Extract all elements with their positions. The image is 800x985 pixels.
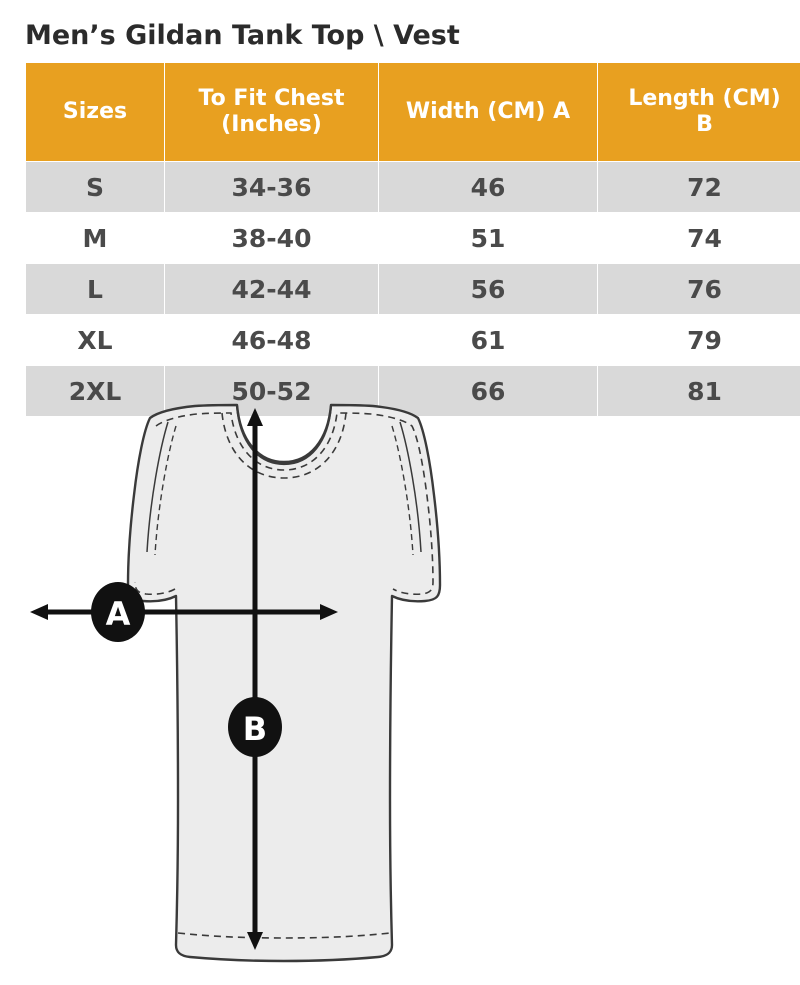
cell-length: 72 [598,162,800,213]
page-title: Men’s Gildan Tank Top \ Vest [25,20,460,51]
table-header [26,63,800,162]
cell-length: 79 [598,315,800,366]
column-header-length-line1: Length (CM) [628,86,781,112]
cell-length: 76 [598,264,800,315]
column-header-chest-line1: To Fit Chest [198,86,345,112]
size-table [25,62,800,417]
cell-size: M [26,213,165,264]
garment-diagram [0,400,800,985]
column-header-chest [165,63,379,162]
table-row [26,213,800,264]
table-row [26,264,800,315]
cell-size: XL [26,315,165,366]
cell-length: 81 [598,366,800,417]
table-header-row [26,63,800,162]
marker-a-badge [91,582,145,642]
table-row [26,315,800,366]
column-header-length-line2: B [696,112,713,137]
cell-size: S [26,162,165,213]
marker-b-badge [228,697,282,757]
cell-width: 61 [379,315,598,366]
cell-size: 2XL [26,366,165,417]
column-header-length [598,63,800,162]
cell-chest: 42-44 [165,264,379,315]
cell-chest: 46-48 [165,315,379,366]
cell-chest: 34-36 [165,162,379,213]
cell-width: 56 [379,264,598,315]
cell-width: 51 [379,213,598,264]
cell-length: 74 [598,213,800,264]
column-header-width: Width (CM) A [379,63,598,162]
cell-size: L [26,264,165,315]
tank-top-outline-icon [128,405,440,961]
table-body [26,162,800,417]
column-header-sizes: Sizes [26,63,165,162]
marker-b-label: B [242,710,268,748]
cell-chest: 50-52 [165,366,379,417]
cell-chest: 38-40 [165,213,379,264]
cell-width: 46 [379,162,598,213]
table-row [26,162,800,213]
cell-width: 66 [379,366,598,417]
marker-a-label: A [105,595,131,633]
column-header-chest-line2: (Inches) [221,112,322,137]
